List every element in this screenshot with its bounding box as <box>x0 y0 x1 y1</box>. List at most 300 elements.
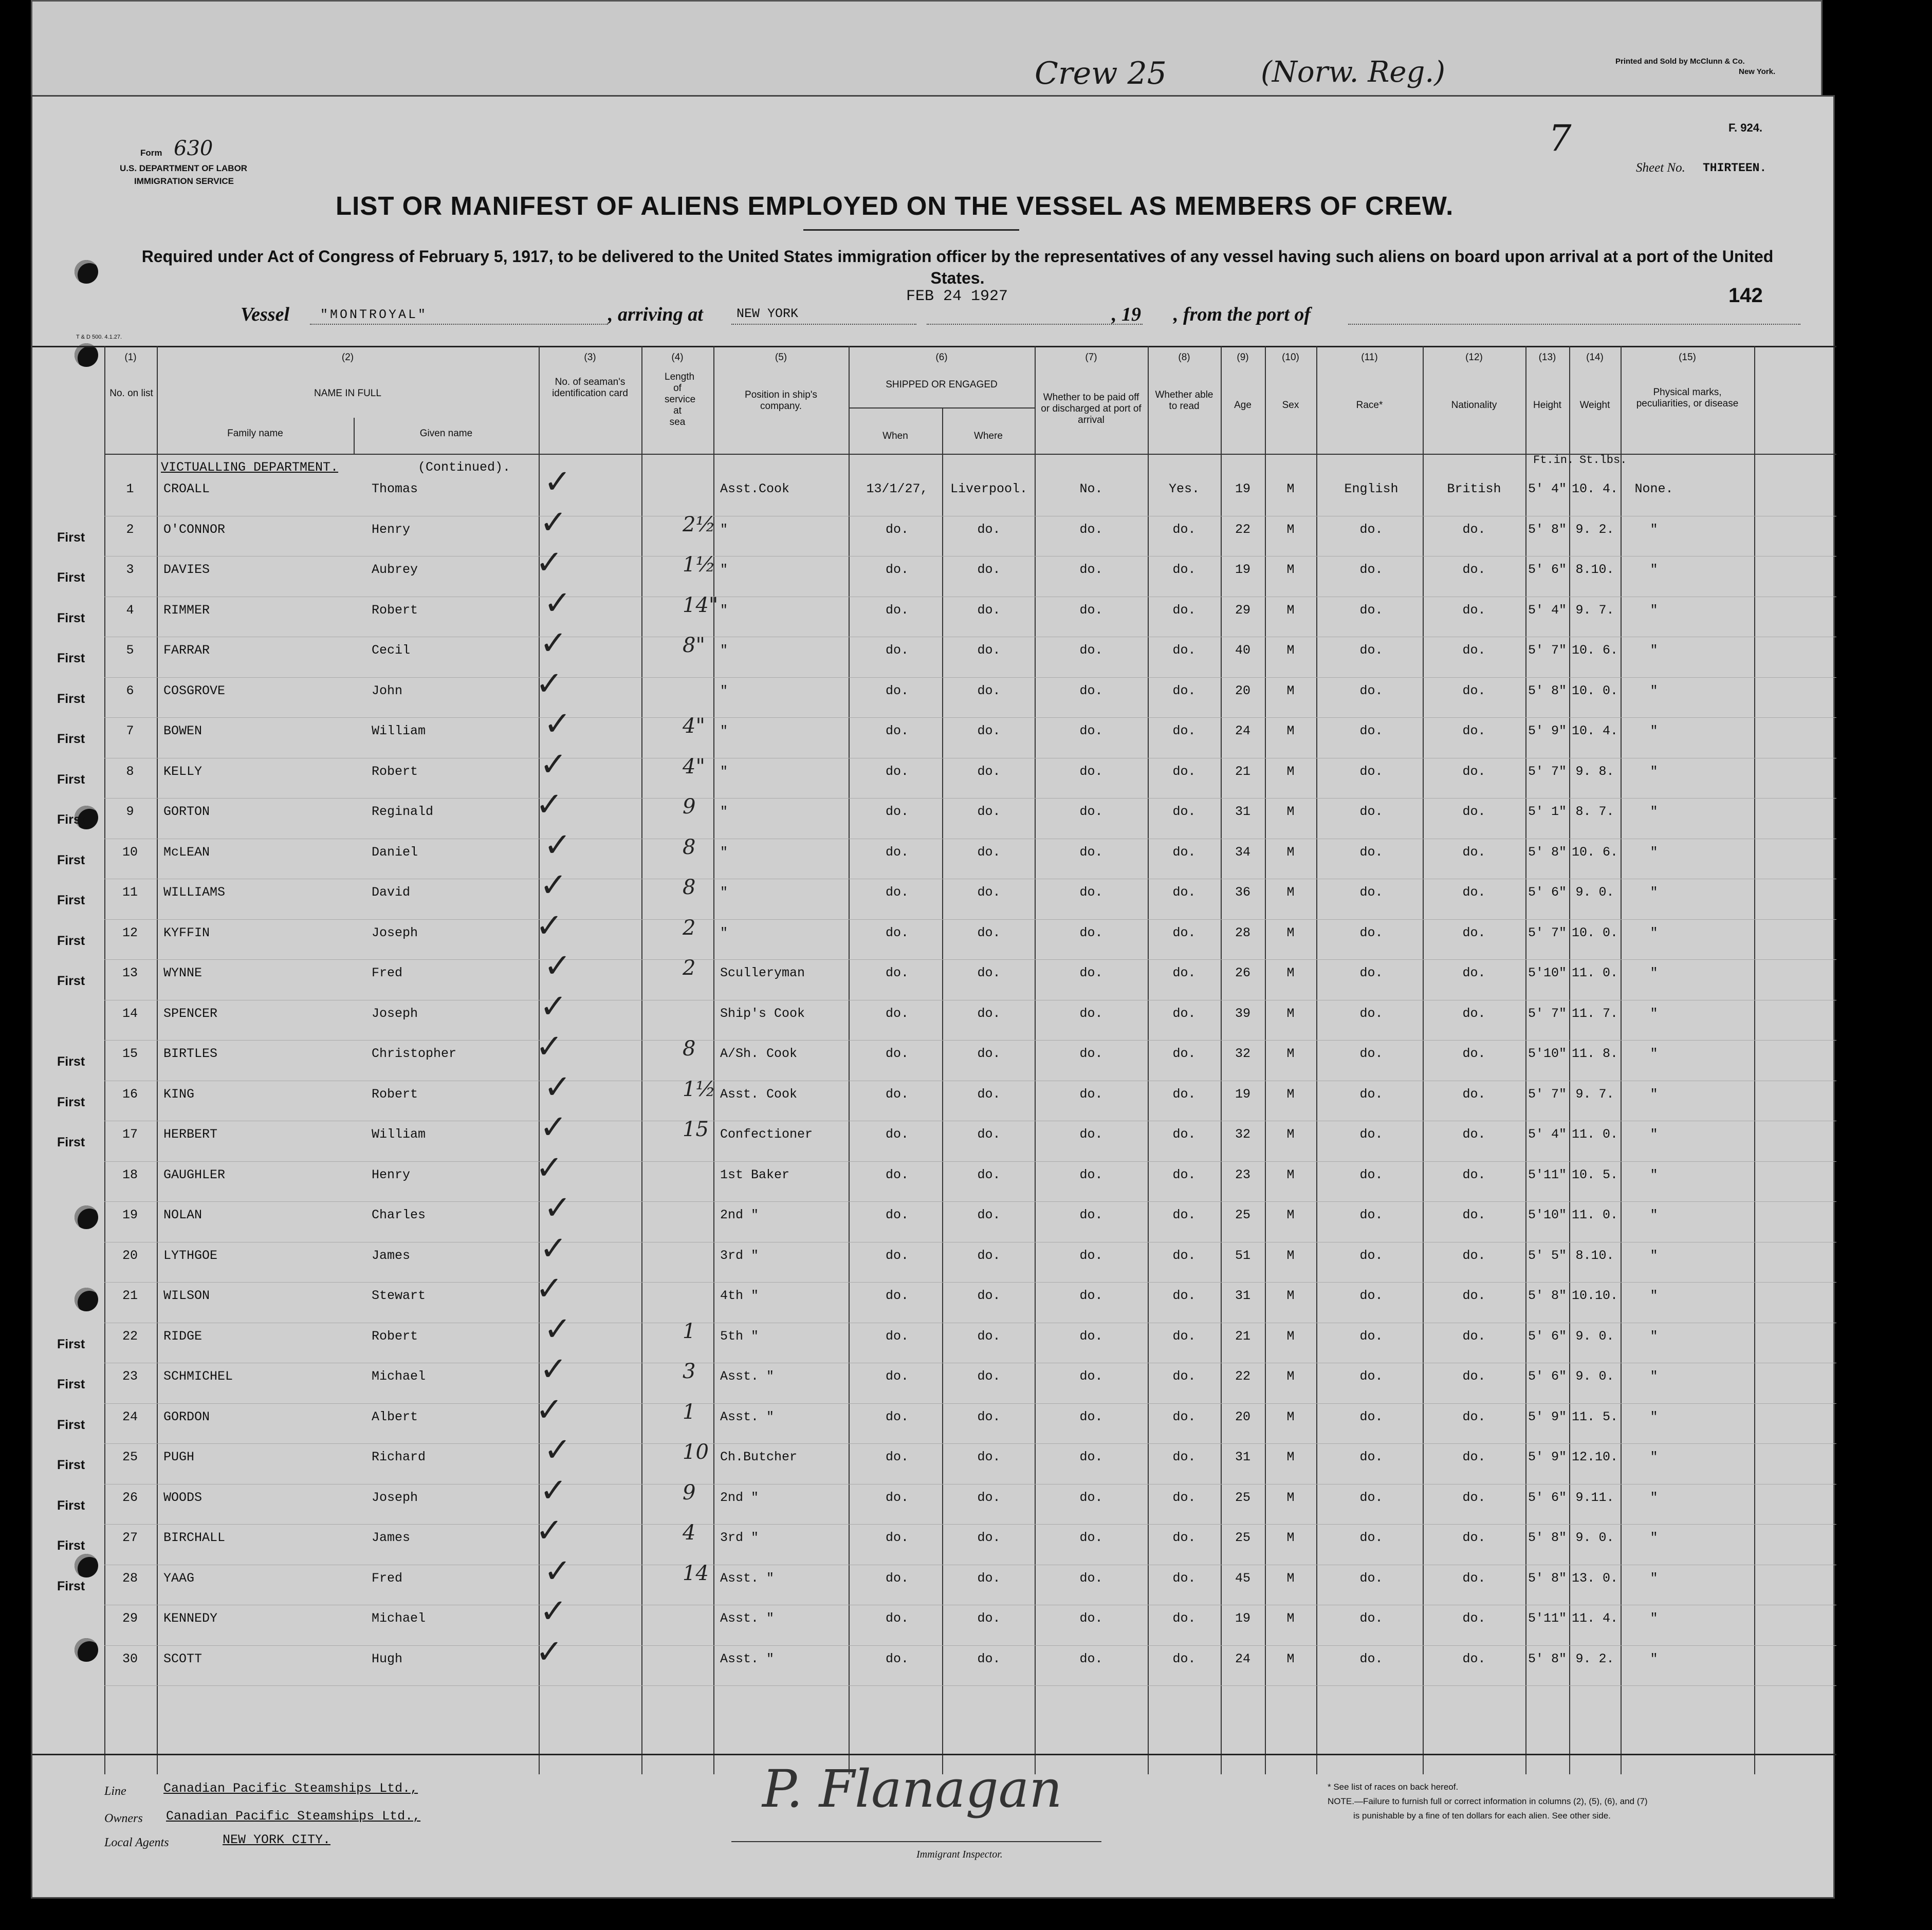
weight-units: St.lbs. <box>1579 454 1627 467</box>
cell-where: do. <box>977 804 1001 819</box>
col-rule <box>641 346 642 1774</box>
cell-w: 10. 0. <box>1571 925 1618 940</box>
cell-w: 11. 0. <box>1571 1127 1618 1142</box>
class-mark: First <box>57 1458 85 1472</box>
col-5-number: (5) <box>775 352 787 363</box>
line-label: Line <box>104 1785 126 1798</box>
check-mark-icon: ✓ <box>544 1189 572 1227</box>
cell-age: 26 <box>1235 966 1250 980</box>
cell-where: Liverpool. <box>950 481 1028 496</box>
class-mark: First <box>57 530 85 545</box>
check-mark-icon: ✓ <box>540 987 567 1026</box>
cell-race: do. <box>1359 683 1383 698</box>
vessel-line <box>310 324 608 325</box>
row-rule <box>104 1403 1836 1404</box>
cell-marks: " <box>1650 764 1658 779</box>
cell-given: Thomas <box>372 481 418 496</box>
signature-line <box>731 1841 1101 1842</box>
inspector-label: Immigrant Inspector. <box>916 1849 1003 1860</box>
cell-marks: " <box>1650 1651 1658 1666</box>
cell-age: 23 <box>1235 1167 1250 1182</box>
cell-read: do. <box>1172 1086 1196 1102</box>
cell-family: GORDON <box>163 1409 210 1424</box>
cell-where: do. <box>977 966 1001 980</box>
col-7-number: (7) <box>1085 352 1097 363</box>
cell-age: 20 <box>1235 683 1250 698</box>
cell-read: do. <box>1172 683 1196 698</box>
cell-nat: do. <box>1462 1288 1486 1303</box>
cell-nat: do. <box>1462 966 1486 980</box>
cell-race: do. <box>1359 602 1383 618</box>
cell-paid: do. <box>1079 723 1103 738</box>
cell-when: do. <box>885 1611 909 1626</box>
cell-read: do. <box>1172 562 1196 577</box>
cell-marks: " <box>1650 683 1658 698</box>
cell-no: 7 <box>126 723 134 738</box>
cell-sex: M <box>1286 602 1295 618</box>
cell-paid: do. <box>1079 966 1103 980</box>
cell-race: do. <box>1359 1490 1383 1505</box>
cell-w: 8.10. <box>1575 562 1614 577</box>
cell-service: 1½ <box>683 1077 716 1101</box>
col-rule <box>849 346 850 1774</box>
cell-given: John <box>372 683 403 698</box>
cell-w: 10. 5. <box>1571 1167 1618 1182</box>
cell-given: Robert <box>372 602 418 618</box>
cell-age: 45 <box>1235 1570 1250 1586</box>
from-port-line <box>1348 324 1800 325</box>
cell-marks: " <box>1650 1167 1658 1182</box>
cell-read: do. <box>1172 1369 1196 1384</box>
check-mark-icon: ✓ <box>536 786 563 824</box>
class-mark: First <box>57 1337 85 1351</box>
cell-no: 6 <box>126 683 134 698</box>
cell-h: 5' 8" <box>1528 844 1567 860</box>
cell-age: 25 <box>1235 1530 1250 1545</box>
cell-given: Stewart <box>372 1288 426 1303</box>
cell-when: do. <box>885 643 909 658</box>
class-mark: First <box>57 1498 85 1513</box>
cell-sex: M <box>1286 643 1295 658</box>
sheet-value: THIRTEEN. <box>1703 161 1767 175</box>
cell-paid: do. <box>1079 643 1103 658</box>
col-13-number: (13) <box>1538 352 1556 363</box>
cell-family: FARRAR <box>163 643 210 658</box>
cell-read: do. <box>1172 1409 1196 1424</box>
cell-pos: Asst. " <box>720 1651 775 1666</box>
cell-when: do. <box>885 885 909 900</box>
arriving-label: , arriving at <box>608 304 703 325</box>
row-rule <box>104 1040 1836 1041</box>
cell-pos: 3rd " <box>720 1530 759 1545</box>
cell-family: O'CONNOR <box>163 522 226 537</box>
cell-paid: do. <box>1079 522 1103 537</box>
class-mark: First <box>57 812 85 827</box>
cell-read: do. <box>1172 966 1196 980</box>
cell-paid: do. <box>1079 1611 1103 1626</box>
cell-age: 36 <box>1235 885 1250 900</box>
cell-w: 10. 0. <box>1571 683 1618 698</box>
cell-pos: " <box>720 522 728 537</box>
cell-age: 21 <box>1235 764 1250 779</box>
cell-sex: M <box>1286 1167 1295 1182</box>
cell-given: William <box>372 1127 426 1142</box>
sheet-label: Sheet No. <box>1636 161 1685 175</box>
service-label: IMMIGRATION SERVICE <box>134 176 234 186</box>
cell-paid: do. <box>1079 1651 1103 1666</box>
cell-h: 5' 6" <box>1528 885 1567 900</box>
cell-family: RIMMER <box>163 602 210 618</box>
cell-h: 5' 7" <box>1528 764 1567 779</box>
cell-no: 18 <box>122 1167 138 1182</box>
footer-rule <box>32 1754 1836 1755</box>
col-13-header: Height <box>1533 400 1561 411</box>
cell-given: Henry <box>372 522 411 537</box>
inspector-signature: P. Flanagan <box>762 1759 1062 1819</box>
cell-paid: do. <box>1079 885 1103 900</box>
cell-race: do. <box>1359 1651 1383 1666</box>
col-15-header: Physical marks, peculiarities, or disease <box>1636 387 1739 409</box>
cell-nat: do. <box>1462 804 1486 819</box>
cell-sex: M <box>1286 1046 1295 1061</box>
check-mark-icon: ✓ <box>544 947 572 985</box>
cell-no: 19 <box>122 1208 138 1222</box>
cell-family: KENNEDY <box>163 1611 218 1626</box>
cell-paid: do. <box>1079 1127 1103 1142</box>
cell-where: do. <box>977 885 1001 900</box>
cell-read: do. <box>1172 844 1196 860</box>
cell-paid: do. <box>1079 1409 1103 1424</box>
cell-h: 5' 7" <box>1528 643 1567 658</box>
col-15-number: (15) <box>1679 352 1696 363</box>
class-mark: First <box>57 691 85 706</box>
col-2a-header: Family name <box>227 428 283 439</box>
col-12-header: Nationality <box>1451 400 1497 411</box>
cell-marks: " <box>1650 602 1658 618</box>
cell-marks: " <box>1650 804 1658 819</box>
cell-no: 16 <box>122 1086 138 1102</box>
form-number: 630 <box>174 137 213 160</box>
table-top-rule <box>32 346 1836 347</box>
cell-pos: 1st Baker <box>720 1167 790 1182</box>
form-code: F. 924. <box>1728 121 1763 134</box>
cell-given: Robert <box>372 1328 418 1344</box>
cell-given: Joseph <box>372 1006 418 1021</box>
cell-family: CROALL <box>163 481 210 496</box>
cell-pos: " <box>720 643 728 658</box>
from-port-label: , from the port of <box>1173 304 1311 325</box>
check-mark-icon: ✓ <box>540 1108 567 1146</box>
cell-race: do. <box>1359 885 1383 900</box>
check-mark-icon: ✓ <box>536 906 563 945</box>
cell-age: 19 <box>1235 481 1250 496</box>
cell-h: 5'10" <box>1528 966 1567 980</box>
cell-nat: do. <box>1462 643 1486 658</box>
cell-w: 9. 0. <box>1575 1530 1614 1545</box>
cell-marks: " <box>1650 1127 1658 1142</box>
title-underline <box>803 229 1019 231</box>
cell-sex: M <box>1286 1208 1295 1222</box>
manifest-sheet <box>31 95 1835 1899</box>
cell-given: Fred <box>372 966 403 980</box>
row-rule <box>104 1645 1836 1646</box>
class-mark: First <box>57 1579 85 1593</box>
col-9-header: Age <box>1234 400 1252 411</box>
cell-service: 14 <box>683 1561 709 1585</box>
cell-pos: Ch.Butcher <box>720 1450 798 1464</box>
cell-pos: Asst. " <box>720 1570 775 1586</box>
cell-pos: Sculleryman <box>720 966 805 980</box>
cell-nat: do. <box>1462 1409 1486 1424</box>
cell-h: 5' 9" <box>1528 1450 1567 1464</box>
cell-service: 9 <box>683 795 696 819</box>
cell-nat: do. <box>1462 1328 1486 1344</box>
cell-nat: do. <box>1462 1450 1486 1464</box>
check-mark-icon: ✓ <box>544 705 572 743</box>
cell-h: 5' 8" <box>1528 1570 1567 1586</box>
check-mark-icon: ✓ <box>540 866 567 904</box>
cell-no: 5 <box>126 643 134 658</box>
owners-value: Canadian Pacific Steamships Ltd., <box>166 1809 421 1824</box>
cell-when: do. <box>885 844 909 860</box>
cell-w: 8.10. <box>1575 1248 1614 1263</box>
cell-when: do. <box>885 1490 909 1505</box>
row-rule <box>104 798 1836 799</box>
cell-where: do. <box>977 1611 1001 1626</box>
check-mark-icon: ✓ <box>544 1068 572 1106</box>
cell-service: 15 <box>683 1118 709 1141</box>
cell-where: do. <box>977 1328 1001 1344</box>
cell-pos: 4th " <box>720 1288 759 1303</box>
cell-race: do. <box>1359 1530 1383 1545</box>
cell-read: do. <box>1172 804 1196 819</box>
cell-paid: do. <box>1079 1248 1103 1263</box>
cell-w: 9. 0. <box>1575 885 1614 900</box>
cell-w: 8. 7. <box>1575 804 1614 819</box>
cell-pos: 2nd " <box>720 1208 759 1222</box>
cell-marks: " <box>1650 1328 1658 1344</box>
cell-marks: " <box>1650 1046 1658 1061</box>
cell-w: 9. 8. <box>1575 764 1614 779</box>
cell-w: 11. 4. <box>1571 1611 1618 1626</box>
cell-age: 19 <box>1235 1086 1250 1102</box>
cell-marks: " <box>1650 1248 1658 1263</box>
cell-no: 11 <box>122 885 138 900</box>
cell-marks: " <box>1650 1530 1658 1545</box>
cell-read: do. <box>1172 1208 1196 1222</box>
cell-no: 15 <box>122 1046 138 1061</box>
cell-age: 29 <box>1235 602 1250 618</box>
page-mark: 7 <box>1549 117 1572 159</box>
cell-h: 5' 7" <box>1528 1086 1567 1102</box>
cell-age: 40 <box>1235 643 1250 658</box>
cell-no: 26 <box>122 1490 138 1505</box>
cell-read: do. <box>1172 1248 1196 1263</box>
cell-h: 5' 6" <box>1528 1369 1567 1384</box>
cell-given: Christopher <box>372 1046 457 1061</box>
cell-age: 39 <box>1235 1006 1250 1021</box>
col-2-header: NAME IN FULL <box>314 388 381 399</box>
cell-no: 21 <box>122 1288 138 1303</box>
cell-where: do. <box>977 764 1001 779</box>
punch-hole <box>75 260 98 284</box>
cell-when: do. <box>885 1127 909 1142</box>
row-rule <box>104 1161 1836 1162</box>
cell-where: do. <box>977 522 1001 537</box>
cell-w: 11. 0. <box>1571 966 1618 980</box>
cell-no: 8 <box>126 764 134 779</box>
cell-read: do. <box>1172 925 1196 940</box>
cell-read: do. <box>1172 602 1196 618</box>
cell-nat: do. <box>1462 602 1486 618</box>
cell-w: 11. 8. <box>1571 1046 1618 1061</box>
cell-age: 31 <box>1235 804 1250 819</box>
cell-h: 5' 5" <box>1528 1248 1567 1263</box>
check-mark-icon: ✓ <box>536 664 563 703</box>
cell-where: do. <box>977 723 1001 738</box>
cell-where: do. <box>977 1369 1001 1384</box>
cell-family: BIRCHALL <box>163 1530 226 1545</box>
cell-where: do. <box>977 1530 1001 1545</box>
height-units: Ft.in. <box>1533 454 1574 467</box>
cell-nat: do. <box>1462 1127 1486 1142</box>
cell-w: 10. 6. <box>1571 643 1618 658</box>
cell-age: 31 <box>1235 1450 1250 1464</box>
cell-sex: M <box>1286 1288 1295 1303</box>
cell-family: KYFFIN <box>163 925 210 940</box>
col-7-header: Whether to be paid off or discharged at port of arrival <box>1041 392 1142 425</box>
date-line <box>927 324 1143 325</box>
cell-read: do. <box>1172 1288 1196 1303</box>
cell-nat: do. <box>1462 1208 1486 1222</box>
cell-marks: " <box>1650 522 1658 537</box>
cell-sex: M <box>1286 1651 1295 1666</box>
cell-race: do. <box>1359 1127 1383 1142</box>
cell-marks: " <box>1650 1288 1658 1303</box>
cell-where: do. <box>977 602 1001 618</box>
cell-read: do. <box>1172 643 1196 658</box>
cell-given: Joseph <box>372 1490 418 1505</box>
cell-paid: do. <box>1079 1288 1103 1303</box>
cell-family: KING <box>163 1086 195 1102</box>
cell-pos: " <box>720 804 728 819</box>
cell-when: do. <box>885 1369 909 1384</box>
check-mark-icon: ✓ <box>536 1028 563 1066</box>
cell-nat: do. <box>1462 1167 1486 1182</box>
cell-paid: do. <box>1079 1086 1103 1102</box>
cell-family: GAUGHLER <box>163 1167 226 1182</box>
printer-line-1: Printed and Sold by McClunn & Co. <box>1615 57 1745 66</box>
cell-marks: " <box>1650 1369 1658 1384</box>
cell-nat: do. <box>1462 723 1486 738</box>
check-mark-icon: ✓ <box>540 745 567 784</box>
section-department: VICTUALLING DEPARTMENT. <box>161 460 339 475</box>
cell-age: 32 <box>1235 1046 1250 1061</box>
cell-marks: " <box>1650 925 1658 940</box>
cell-race: do. <box>1359 1450 1383 1464</box>
cell-where: do. <box>977 1086 1001 1102</box>
cell-when: do. <box>885 1046 909 1061</box>
cell-pos: 2nd " <box>720 1490 759 1505</box>
cell-sex: M <box>1286 1127 1295 1142</box>
cell-when: do. <box>885 683 909 698</box>
class-mark: First <box>57 1417 85 1432</box>
cell-race: do. <box>1359 522 1383 537</box>
cell-nat: do. <box>1462 885 1486 900</box>
class-mark: First <box>57 732 85 746</box>
cell-nat: do. <box>1462 1086 1486 1102</box>
class-mark: First <box>57 1377 85 1391</box>
cell-family: HERBERT <box>163 1127 218 1142</box>
cell-sex: M <box>1286 764 1295 779</box>
col-rule <box>1621 346 1622 1774</box>
cell-marks: " <box>1650 885 1658 900</box>
row-rule <box>104 1443 1836 1444</box>
cell-sex: M <box>1286 1369 1295 1384</box>
class-mark: First <box>57 1094 85 1109</box>
cell-age: 20 <box>1235 1409 1250 1424</box>
cell-h: 5' 9" <box>1528 1409 1567 1424</box>
cell-service: 1 <box>683 1319 696 1343</box>
check-mark-icon: ✓ <box>544 826 572 864</box>
check-mark-icon: ✓ <box>536 1270 563 1308</box>
cell-pos: " <box>720 844 728 860</box>
cell-race: do. <box>1359 723 1383 738</box>
cell-w: 9. 0. <box>1575 1328 1614 1344</box>
cell-paid: do. <box>1079 1490 1103 1505</box>
cell-family: BOWEN <box>163 723 203 738</box>
cell-marks: " <box>1650 1208 1658 1222</box>
date-stamp: FEB 24 1927 <box>906 288 1008 305</box>
cell-service: 4" <box>683 714 705 738</box>
col-5-header: Position in ship's company. <box>745 389 817 412</box>
col-9-number: (9) <box>1237 352 1249 363</box>
cell-h: 5' 8" <box>1528 1288 1567 1303</box>
cell-read: do. <box>1172 1490 1196 1505</box>
cell-h: 5' 7" <box>1528 1006 1567 1021</box>
cell-no: 25 <box>122 1450 138 1464</box>
cell-w: 9. 7. <box>1575 602 1614 618</box>
cell-given: David <box>372 885 411 900</box>
cell-marks: " <box>1650 1450 1658 1464</box>
cell-sex: M <box>1286 1328 1295 1344</box>
cell-read: do. <box>1172 1611 1196 1626</box>
col-8-header: Whether able to read <box>1155 389 1213 412</box>
cell-read: do. <box>1172 1328 1196 1344</box>
cell-h: 5' 8" <box>1528 522 1567 537</box>
col-8-number: (8) <box>1178 352 1190 363</box>
row-rule <box>104 959 1836 960</box>
cell-no: 3 <box>126 562 134 577</box>
cell-pos: " <box>720 683 728 698</box>
cell-given: Robert <box>372 1086 418 1102</box>
cell-sex: M <box>1286 1409 1295 1424</box>
cell-pos: " <box>720 885 728 900</box>
cell-paid: do. <box>1079 1570 1103 1586</box>
cell-age: 24 <box>1235 723 1250 738</box>
registry-note: (Norw. Reg.) <box>1261 55 1446 89</box>
cell-where: do. <box>977 1127 1001 1142</box>
cell-h: 5'11" <box>1528 1167 1567 1182</box>
cell-w: 9. 0. <box>1575 1369 1614 1384</box>
cell-read: do. <box>1172 1006 1196 1021</box>
row-rule <box>104 1282 1836 1283</box>
cell-paid: do. <box>1079 804 1103 819</box>
check-mark-icon: ✓ <box>536 1148 563 1187</box>
cell-nat: do. <box>1462 1046 1486 1061</box>
cell-where: do. <box>977 844 1001 860</box>
cell-race: do. <box>1359 925 1383 940</box>
